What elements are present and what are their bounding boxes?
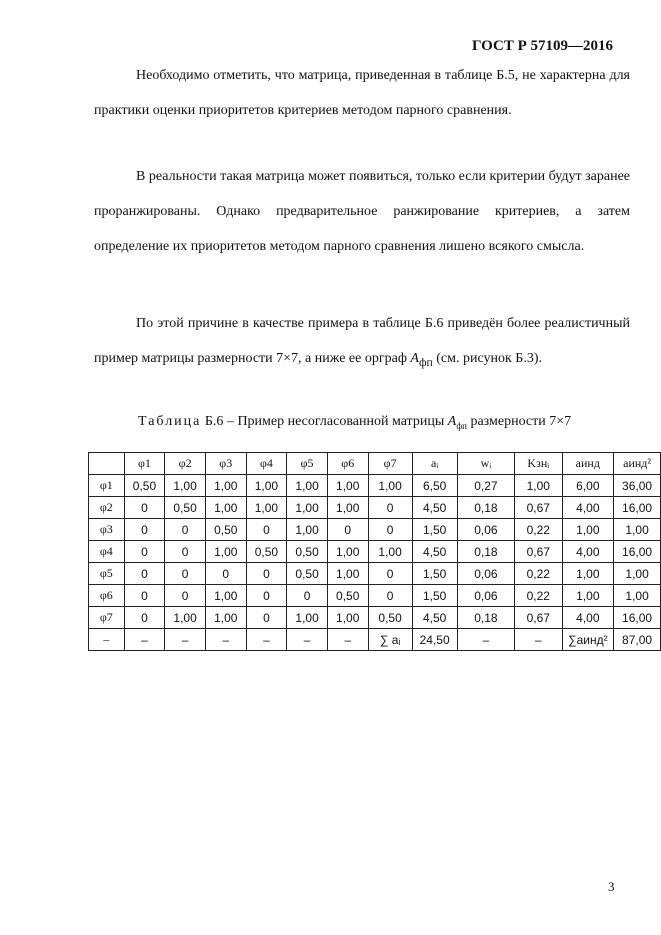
table-row [89,497,661,519]
paragraph-3-symbol: A [410,351,419,366]
table-cell: 0 [124,519,165,541]
table-cell: 1,00 [327,497,368,519]
column-header: φ2 [165,453,206,475]
table-cell: 0 [124,497,165,519]
table-cell: 1,00 [287,607,328,629]
table-cell: 1,00 [287,497,328,519]
matrix-table [88,452,661,651]
column-header: wᵢ [457,453,514,475]
table-cell: 0,18 [457,541,514,563]
table-cell: 0,67 [515,497,562,519]
paragraph-3-tail: (см. рисунок Б.3). [436,351,543,366]
table-cell: 0 [165,585,206,607]
table-cell: 0,50 [124,475,165,497]
row-header-cell: φ7 [89,607,125,629]
row-header-cell: φ6 [89,585,125,607]
paragraph-3 [94,306,630,380]
table-cell: 0,06 [457,585,514,607]
table-cell: 0,22 [515,563,562,585]
table-cell: 6,50 [412,475,457,497]
table-cell: 1,00 [562,563,614,585]
table-cell: 1,00 [287,519,328,541]
table-cell: 0,50 [327,585,368,607]
table-cell: 0,50 [246,541,287,563]
document-header: ГОСТ Р 57109—2016 [471,38,613,54]
table-cell: 1,00 [205,607,246,629]
table-cell: 24,50 [412,629,457,651]
table-cell: 1,00 [205,541,246,563]
column-header: Kзнᵢ [515,453,562,475]
table-caption-prefix: Таблица [138,414,202,429]
row-header-cell: φ2 [89,497,125,519]
table-cell: 4,00 [562,607,614,629]
table-caption-symbol-sub: фп [456,420,467,431]
column-header: aинд² [614,453,661,475]
table-cell: 1,00 [327,541,368,563]
table-cell: 0 [246,563,287,585]
table-cell: 0 [124,563,165,585]
table-cell: – [327,629,368,651]
table-row [89,607,661,629]
table-cell: 1,00 [246,497,287,519]
table-cell: – [205,629,246,651]
table-row [89,541,661,563]
table-cell: 16,00 [614,541,661,563]
table-cell: 1,00 [562,519,614,541]
column-header: φ6 [327,453,368,475]
table-caption-text: – Пример несогласованной матрицы [226,414,445,429]
table-cell: 0,50 [287,563,328,585]
table-cell: 0 [165,541,206,563]
table-cell: 1,00 [205,585,246,607]
table-cell: 6,00 [562,475,614,497]
table-cell: 1,00 [327,607,368,629]
table-cell: 0 [287,585,328,607]
table-cell: 0 [205,563,246,585]
table-cell: 0 [124,607,165,629]
table-cell: 0,22 [515,519,562,541]
table-row [89,519,661,541]
column-header: aинд [562,453,614,475]
table-cell: 0,50 [165,497,206,519]
table-cell: 36,00 [614,475,661,497]
column-header: φ4 [246,453,287,475]
table-cell: 0,27 [457,475,514,497]
table-cell: – [457,629,514,651]
table-cell: ∑ aᵢ [368,629,412,651]
table-cell: 1,00 [515,475,562,497]
table-cell: 1,00 [368,475,412,497]
table-row [89,585,661,607]
table-row [89,629,661,651]
table-cell: 0,50 [205,519,246,541]
table-cell: – [515,629,562,651]
table-cell: 1,00 [614,519,661,541]
table-caption-suffix: размерности 7×7 [470,414,572,429]
table-cell: – [246,629,287,651]
table-cell: 1,00 [165,607,206,629]
table-cell: 0 [246,585,287,607]
paragraph-3-text: По этой причине в качестве примера в таблице Б.6 приведён более реалистичный пример матрицы размерности 7×7, а ниже ее орграф [94,316,630,366]
table-cell: – [124,629,165,651]
table-cell: 0 [165,563,206,585]
table-cell: 0 [246,519,287,541]
table-cell: 0,67 [515,541,562,563]
table-cell: 0 [368,585,412,607]
table-cell: 1,00 [327,563,368,585]
paragraph-2: В реальности такая матрица может появиться, только если критерии будут заранее проранжированы. Однако предварительное ранжирование критериев, а затем определение их приоритетов методом парного сравнения лишено всякого смысла. [94,169,630,254]
table-cell: 0,50 [368,607,412,629]
table-cell: 0 [124,585,165,607]
table-cell: 4,00 [562,541,614,563]
column-header: φ5 [287,453,328,475]
table-cell: 0 [124,541,165,563]
table-cell: 1,00 [246,475,287,497]
table-cell: 0 [368,563,412,585]
table-cell: – [165,629,206,651]
table-cell: 87,00 [614,629,661,651]
column-header: φ3 [205,453,246,475]
table-cell: 0 [165,519,206,541]
table-cell: 1,50 [412,519,457,541]
table-cell: 0,50 [287,541,328,563]
table-cell: 16,00 [614,607,661,629]
table-cell: – [287,629,328,651]
column-header: φ7 [368,453,412,475]
table-cell: 0,06 [457,519,514,541]
table-cell: 1,00 [165,475,206,497]
row-header-cell: φ1 [89,475,125,497]
table-cell: 4,50 [412,497,457,519]
table-cell: 16,00 [614,497,661,519]
table-cell: 1,00 [562,585,614,607]
table-row [89,475,661,497]
table-caption [138,414,571,431]
table-cell: 1,00 [205,497,246,519]
table-cell: 0 [368,497,412,519]
paragraph-3-symbol-sub: фп [418,355,433,369]
row-header-cell: φ5 [89,563,125,585]
row-header-cell: φ3 [89,519,125,541]
table-caption-number: Б.6 [204,414,224,429]
page-number: 3 [608,879,615,894]
table-cell: 1,00 [287,475,328,497]
column-header: aᵢ [412,453,457,475]
table-cell: 1,00 [327,475,368,497]
table-cell: 0 [246,607,287,629]
table-cell: 0,22 [515,585,562,607]
table-cell: 1,00 [614,563,661,585]
table-cell: 1,50 [412,563,457,585]
table-cell: 1,00 [205,475,246,497]
table-cell: 0 [368,519,412,541]
table-cell: 0,67 [515,607,562,629]
table-cell: 0,06 [457,563,514,585]
table-cell: 0,18 [457,607,514,629]
table-cell: ∑aинд² [562,629,614,651]
table-cell: 4,50 [412,541,457,563]
table-row [89,563,661,585]
paragraph-1: Необходимо отметить, что матрица, приведенная в таблице Б.5, не характерна для практики оценки приоритетов критериев методом парного сравнения. [94,68,630,118]
table-cell: 1,00 [614,585,661,607]
table-cell: 0 [327,519,368,541]
column-header: φ1 [124,453,165,475]
table-cell: 1,00 [368,541,412,563]
column-header [89,453,125,475]
table-cell: 4,00 [562,497,614,519]
row-header-cell: – [89,629,125,651]
table-header-row [89,453,661,475]
table-caption-symbol: A [447,414,457,429]
table-cell: 1,50 [412,585,457,607]
table-cell: 4,50 [412,607,457,629]
table-cell: 0,18 [457,497,514,519]
row-header-cell: φ4 [89,541,125,563]
